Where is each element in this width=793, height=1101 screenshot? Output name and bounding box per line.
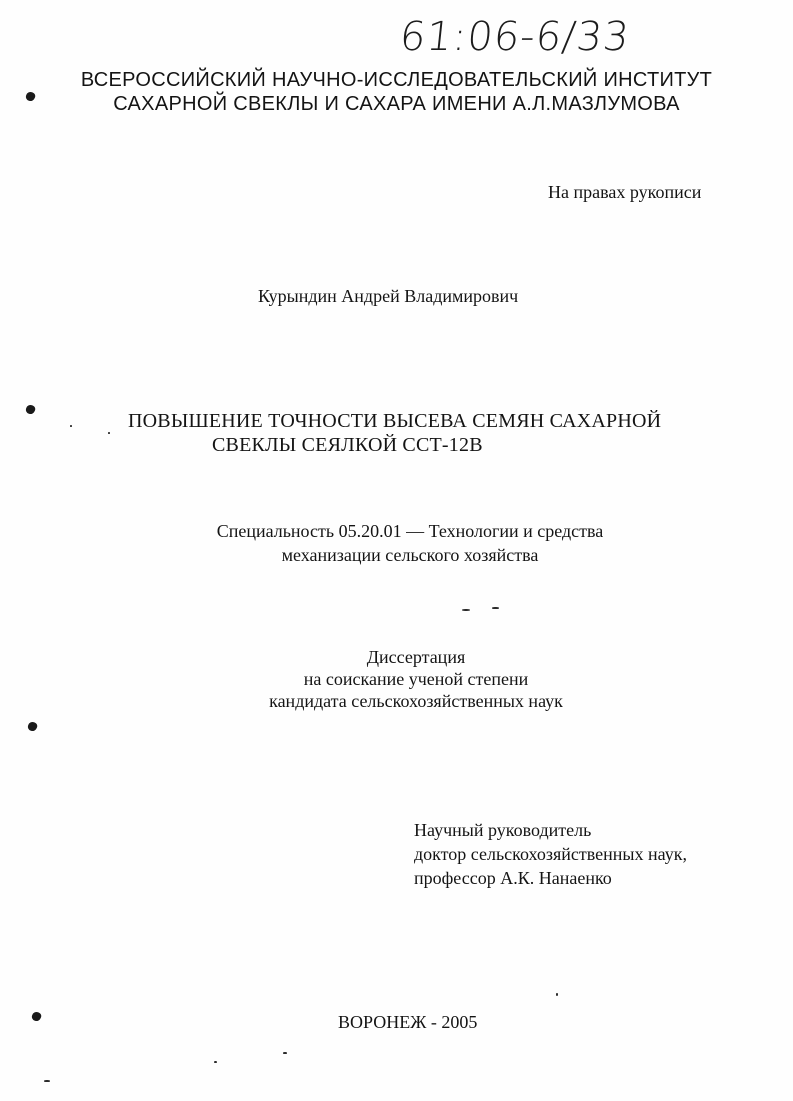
specialty-line-2: механизации сельского хозяйства	[281, 545, 539, 565]
scan-speck	[108, 432, 110, 434]
scan-speck	[556, 993, 558, 996]
supervisor-line-2: доктор сельскохозяйственных наук,	[414, 844, 687, 864]
specialty-block	[0, 519, 793, 567]
institute-line-1: ВСЕРОССИЙСКИЙ НАУЧНО-ИССЛЕДОВАТЕЛЬСКИЙ ИНСТИТУТ	[80, 69, 713, 91]
dissertation-line-1: Диссертация	[366, 647, 466, 667]
institute-line-2: САХАРНОЙ СВЕКЛЫ И САХАРА ИМЕНИ А.Л.МАЗЛУМОВА	[113, 93, 680, 115]
scan-speck	[492, 607, 499, 609]
scan-speck	[44, 1080, 50, 1082]
dissertation-block	[0, 646, 793, 712]
dissertation-line-2: на соискание ученой степени	[303, 669, 529, 689]
supervisor-line-1: Научный руководитель	[414, 820, 592, 840]
binding-mark	[25, 404, 37, 416]
binding-mark	[31, 1011, 43, 1023]
dissertation-line-3: кандидата сельскохозяйственных наук	[269, 691, 563, 711]
city-year: ВОРОНЕЖ - 2005	[338, 1012, 478, 1032]
specialty-line-1: Специальность 05.20.01 — Технологии и средства	[216, 521, 604, 541]
manuscript-rights-note: На правах рукописи	[548, 182, 702, 202]
handwritten-archive-code: 61:06-6/33	[397, 14, 632, 60]
thesis-title-line-1: ПОВЫШЕНИЕ ТОЧНОСТИ ВЫСЕВА СЕМЯН САХАРНОЙ	[128, 410, 662, 432]
supervisor-line-3: профессор А.К. Нанаенко	[414, 868, 612, 888]
scan-speck	[70, 425, 72, 427]
author-name: Курындин Андрей Владимирович	[258, 286, 519, 306]
scan-speck	[462, 609, 470, 611]
supervisor-block	[414, 818, 687, 890]
binding-mark	[27, 721, 39, 733]
institute-name	[0, 68, 793, 116]
thesis-title-line-2: СВЕКЛЫ СЕЯЛКОЙ ССТ-12В	[212, 434, 483, 456]
scan-speck	[214, 1061, 217, 1063]
scan-speck	[283, 1052, 287, 1054]
